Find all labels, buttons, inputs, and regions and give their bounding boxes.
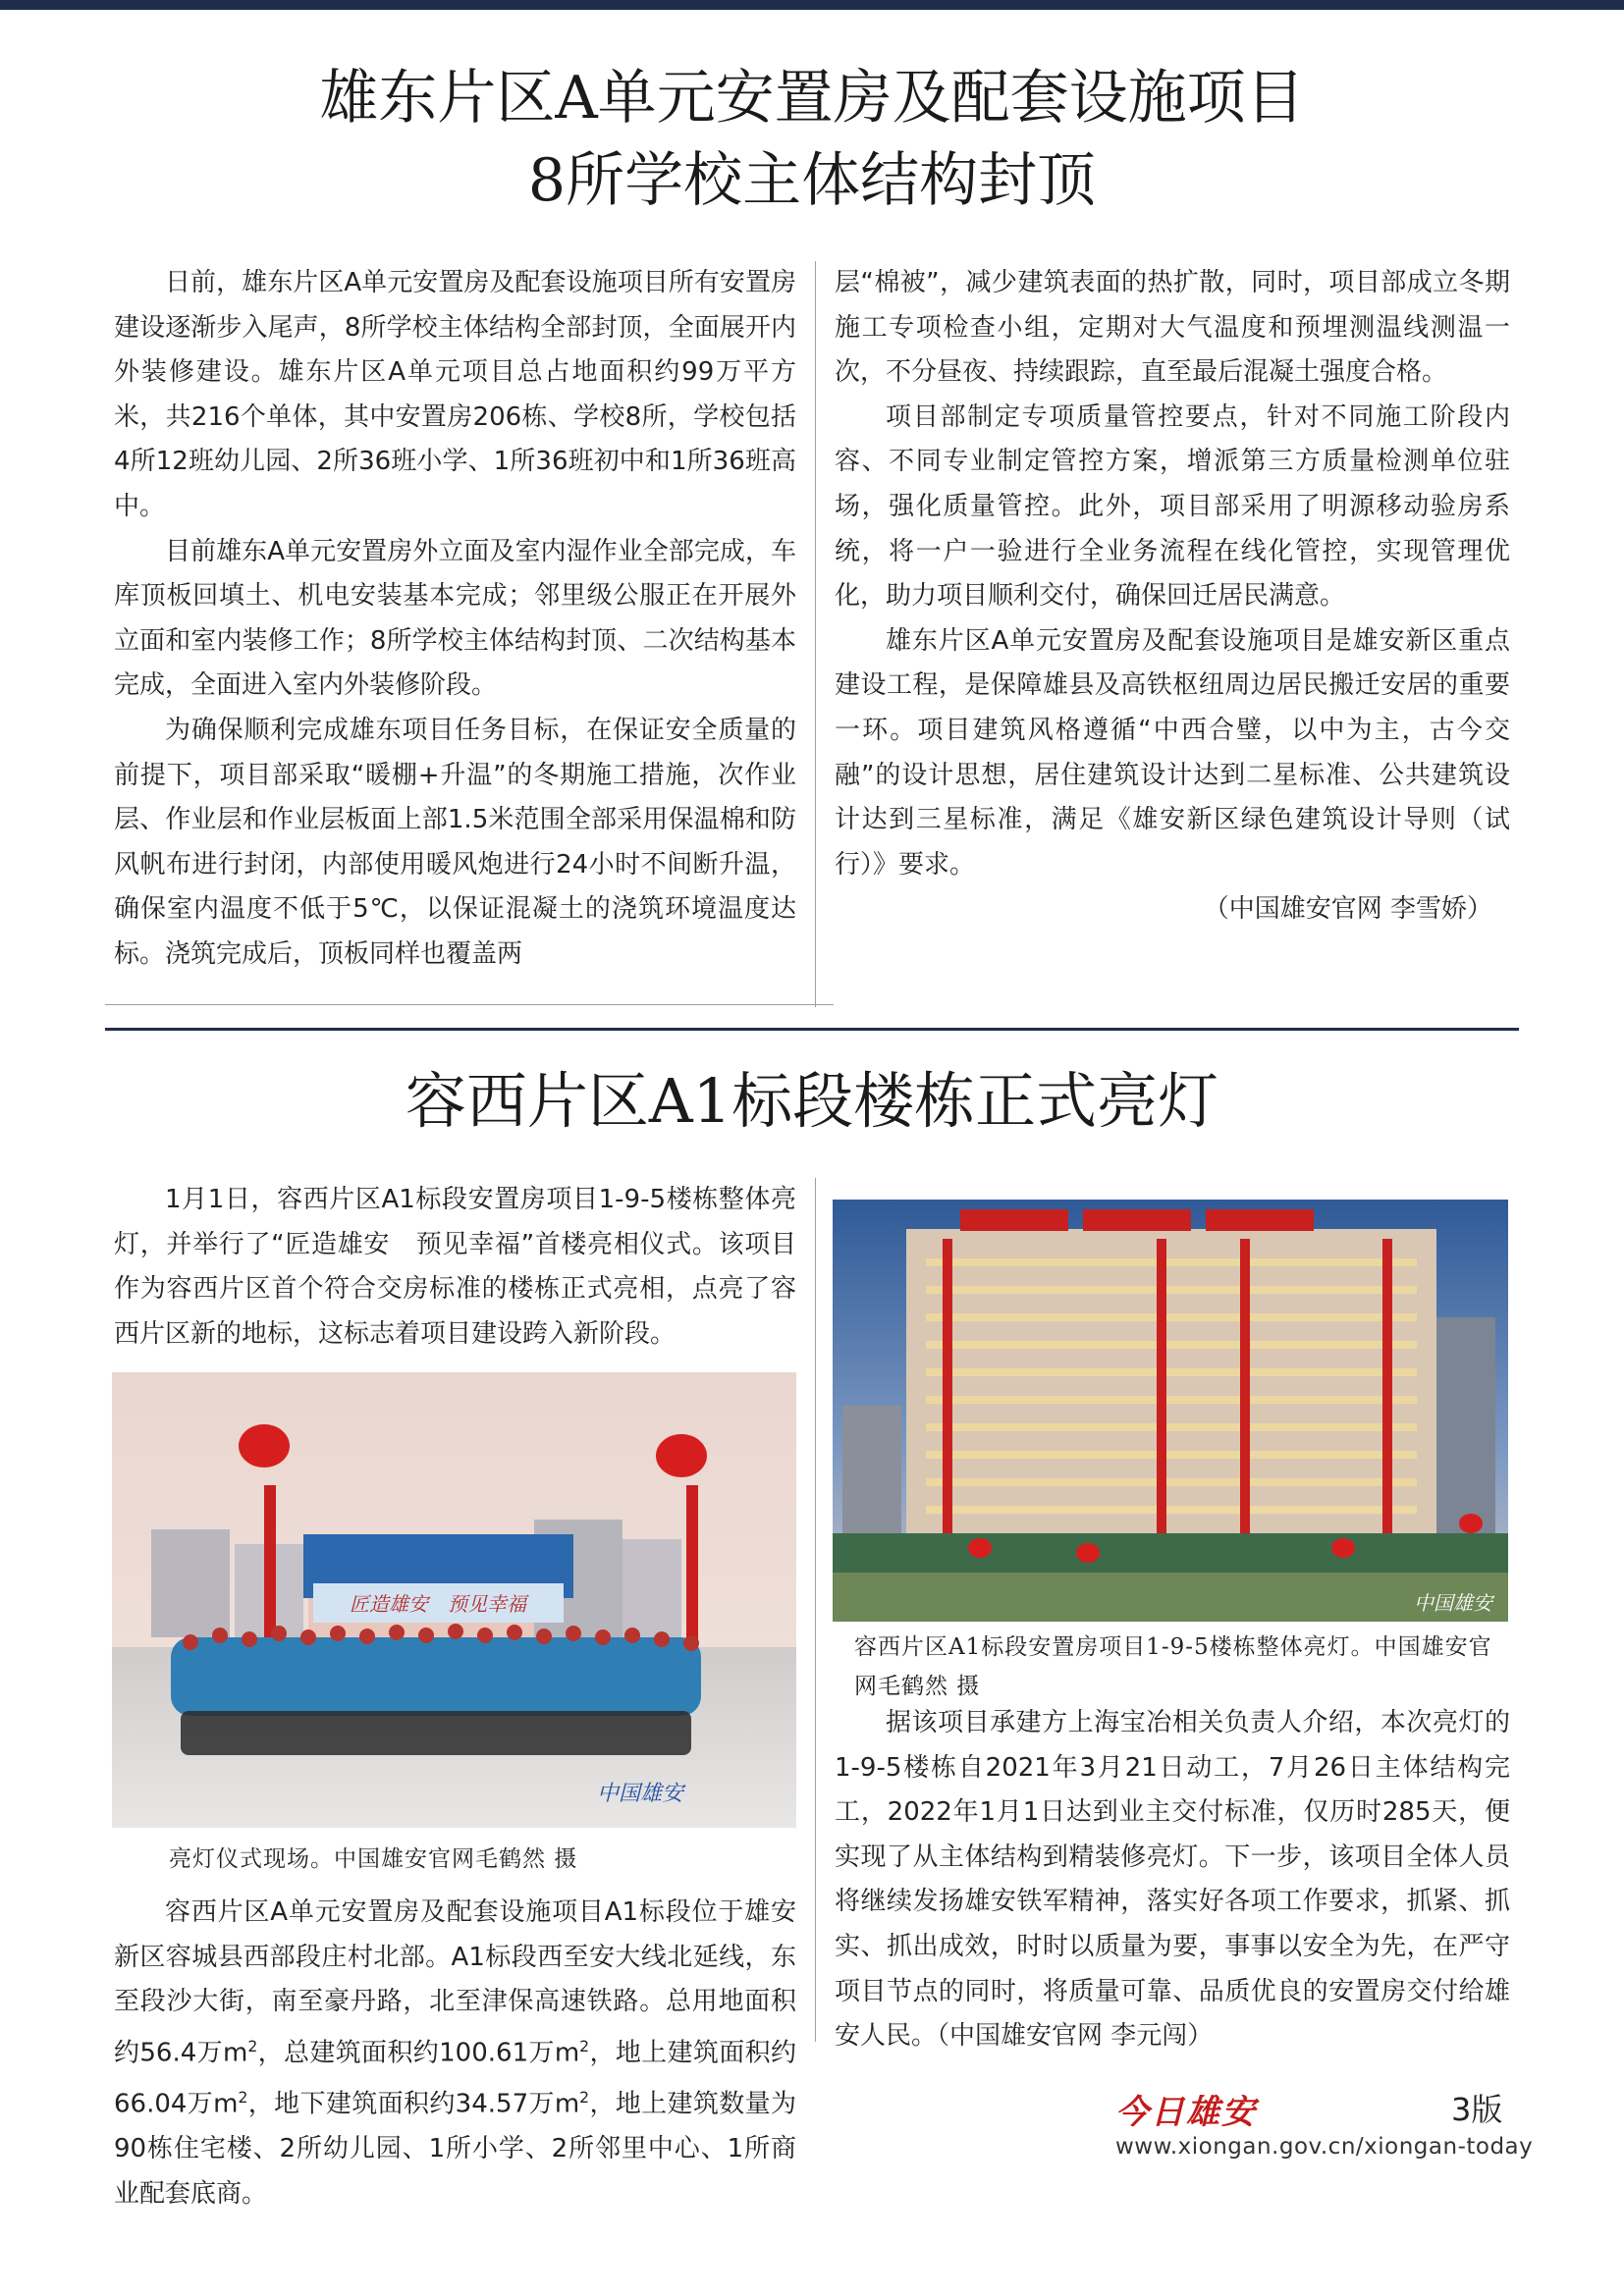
article2-right-column xyxy=(835,1701,1510,2059)
area-text-1: 容西片区A单元安置房及配套设施项目A1标段位于雄安新区容城县西部段庄村北部。A1标段西至安大线北延线，东至段沙大街，南至豪丹路，北至津保高速铁路。总用地面积约56.4万m xyxy=(114,1897,796,2068)
article1-paragraph: 雄东片区A单元安置房及配套设施项目是雄安新区重点建设工程，是保障雄县及高铁枢纽周边居民搬迁安居的重要一环。项目建筑风格遵循“中西合璧，以中为主，古今交融”的设计思想，居住建筑设计达到二星标准、公共建筑设计达到三星标准，满足《雄安新区绿色建筑设计导则（试行）》要求。 xyxy=(835,625,1510,880)
article1-paragraph-continued: 层“棉被”，减少建筑表面的热扩散，同时，项目部成立冬期施工专项检查小组，定期对大气温度和预埋测温线测温一次，不分昼夜、持续跟踪，直至最后混凝土强度合格。 xyxy=(835,268,1510,388)
ceremony-watermark: 中国雄安 xyxy=(596,1782,683,1806)
article1-paragraph: 目前雄东A单元安置房外立面及室内湿作业全部完成，车库顶板回填土、机电安装基本完成；邻里级公服正在开展外立面和室内装修工作；8所学校主体结构封顶、二次结构基本完成，全面进入室内外装修阶段。 xyxy=(114,536,796,701)
article1-paragraph: 日前，雄东片区A单元安置房及配套设施项目所有安置房建设逐渐步入尾声，8所学校主体结构全部封顶，全面展开内外装修建设。雄东片区A单元项目总占地面积约99万平方米，共216个单体，其中安置房206栋、学校8所，学校包括4所12班幼儿园、2所36班小学、1所36班初中和1所36班高中。 xyxy=(114,268,796,521)
area-text-5: ，地上建筑数量为90栋住宅楼、2所幼儿园、1所小学、2所邻里中心、1所商业配套底商。 xyxy=(114,2089,796,2209)
column-divider xyxy=(815,261,816,1007)
ceremony-photo-image xyxy=(112,1372,796,1828)
sup-2: 2 xyxy=(238,2089,248,2108)
article1-paragraph: 为确保顺利完成雄东项目任务目标，在保证安全质量的前提下，项目部采取“暖棚+升温”的冬期施工措施，次作业层、作业层和作业层板面上部1.5米范围全部采用保温棉和防风帆布进行封闭，内部使用暖风炮进行24小时不间断升温，确保室内温度不低于5℃，以保证混凝土的浇筑环境温度达标。浇筑完成后，顶板同样也覆盖两 xyxy=(114,715,796,969)
area-text-3: ，地上建筑面积约66.04万m xyxy=(114,2038,796,2119)
article2-intro: 1月1日，容西片区A1标段安置房项目1-9-5楼栋整体亮灯，并举行了“匠造雄安 预见幸福”首楼亮相仪式。该项目作为容西片区首个符合交房标准的楼栋正式亮相，点亮了容西片区新的地标，这标志着项目建设跨入新阶段。 xyxy=(114,1185,796,1349)
area-text-4: ，地下建筑面积约34.57万m xyxy=(247,2089,580,2119)
page-number: 3版 xyxy=(1451,2091,1503,2128)
article2-intro-column xyxy=(114,1178,796,1357)
area-text-2: ，总建筑面积约100.61万m xyxy=(257,2038,580,2068)
article2-paragraph xyxy=(114,1891,796,2216)
newspaper-logo: 今日雄安 xyxy=(1115,2093,1257,2132)
article1-title-line1: 雄东片区A单元安置房及配套设施项目 xyxy=(319,64,1305,133)
article2-paragraph: 据该项目承建方上海宝冶相关负责人介绍，本次亮灯的1-9-5楼栋自2021年3月21日动工，7月26日主体结构完工，2022年1月1日达到业主交付标准，仅历时285天，便实现了从主体结构到精装修亮灯。下一步，该项目全体人员将继续发扬雄安铁军精神，落实好各项工作要求，抓紧、抓实、抓出成效，时时以质量为要，事事以安全为先，在严守项目节点的同时，将质量可靠、品质优良的安置房交付给雄安人民。（中国雄安官网 李元闯） xyxy=(835,1708,1510,2052)
article1-left-column xyxy=(114,261,796,978)
article1-right-column xyxy=(835,261,1510,933)
ceremony-photo xyxy=(112,1372,796,1828)
sup-2: 2 xyxy=(247,2037,258,2056)
building-caption: 容西片区A1标段安置房项目1-9-5楼栋整体亮灯。中国雄安官网毛鹤然 摄 xyxy=(854,1634,1492,1699)
section-divider xyxy=(105,1028,1519,1031)
ceremony-caption: 亮灯仪式现场。中国雄安官网毛鹤然 摄 xyxy=(169,1846,578,1872)
article2-title: 容西片区A1标段楼栋正式亮灯 xyxy=(405,1065,1219,1137)
column-divider-2 xyxy=(815,1178,816,2042)
building-photo-image xyxy=(833,1200,1508,1622)
article1-credit: （中国雄安官网 李雪娇） xyxy=(1203,894,1492,925)
article1-title-line2: 8所学校主体结构封顶 xyxy=(527,146,1097,215)
sup-2: 2 xyxy=(579,2089,590,2108)
sup-2: 2 xyxy=(579,2037,590,2056)
article1-title xyxy=(0,57,1624,222)
top-bar xyxy=(0,0,1624,10)
ceremony-banner-text: 匠造雄安 预见幸福 xyxy=(350,1592,526,1616)
bottom-rule-left xyxy=(105,1004,834,1005)
article1-paragraph: 项目部制定专项质量管控要点，针对不同施工阶段内容、不同专业制定管控方案，增派第三方质量检测单位驻场，强化质量管控。此外，项目部采用了明源移动验房系统，将一户一验进行全业务流程在线化管控，实现管理优化，助力项目顺利交付，确保回迁居民满意。 xyxy=(835,401,1510,612)
building-photo xyxy=(833,1200,1508,1622)
building-watermark: 中国雄安 xyxy=(1414,1591,1492,1615)
footer-url[interactable]: www.xiongan.gov.cn/xiongan-today xyxy=(1115,2134,1534,2160)
article2-left-column xyxy=(114,1891,796,2216)
